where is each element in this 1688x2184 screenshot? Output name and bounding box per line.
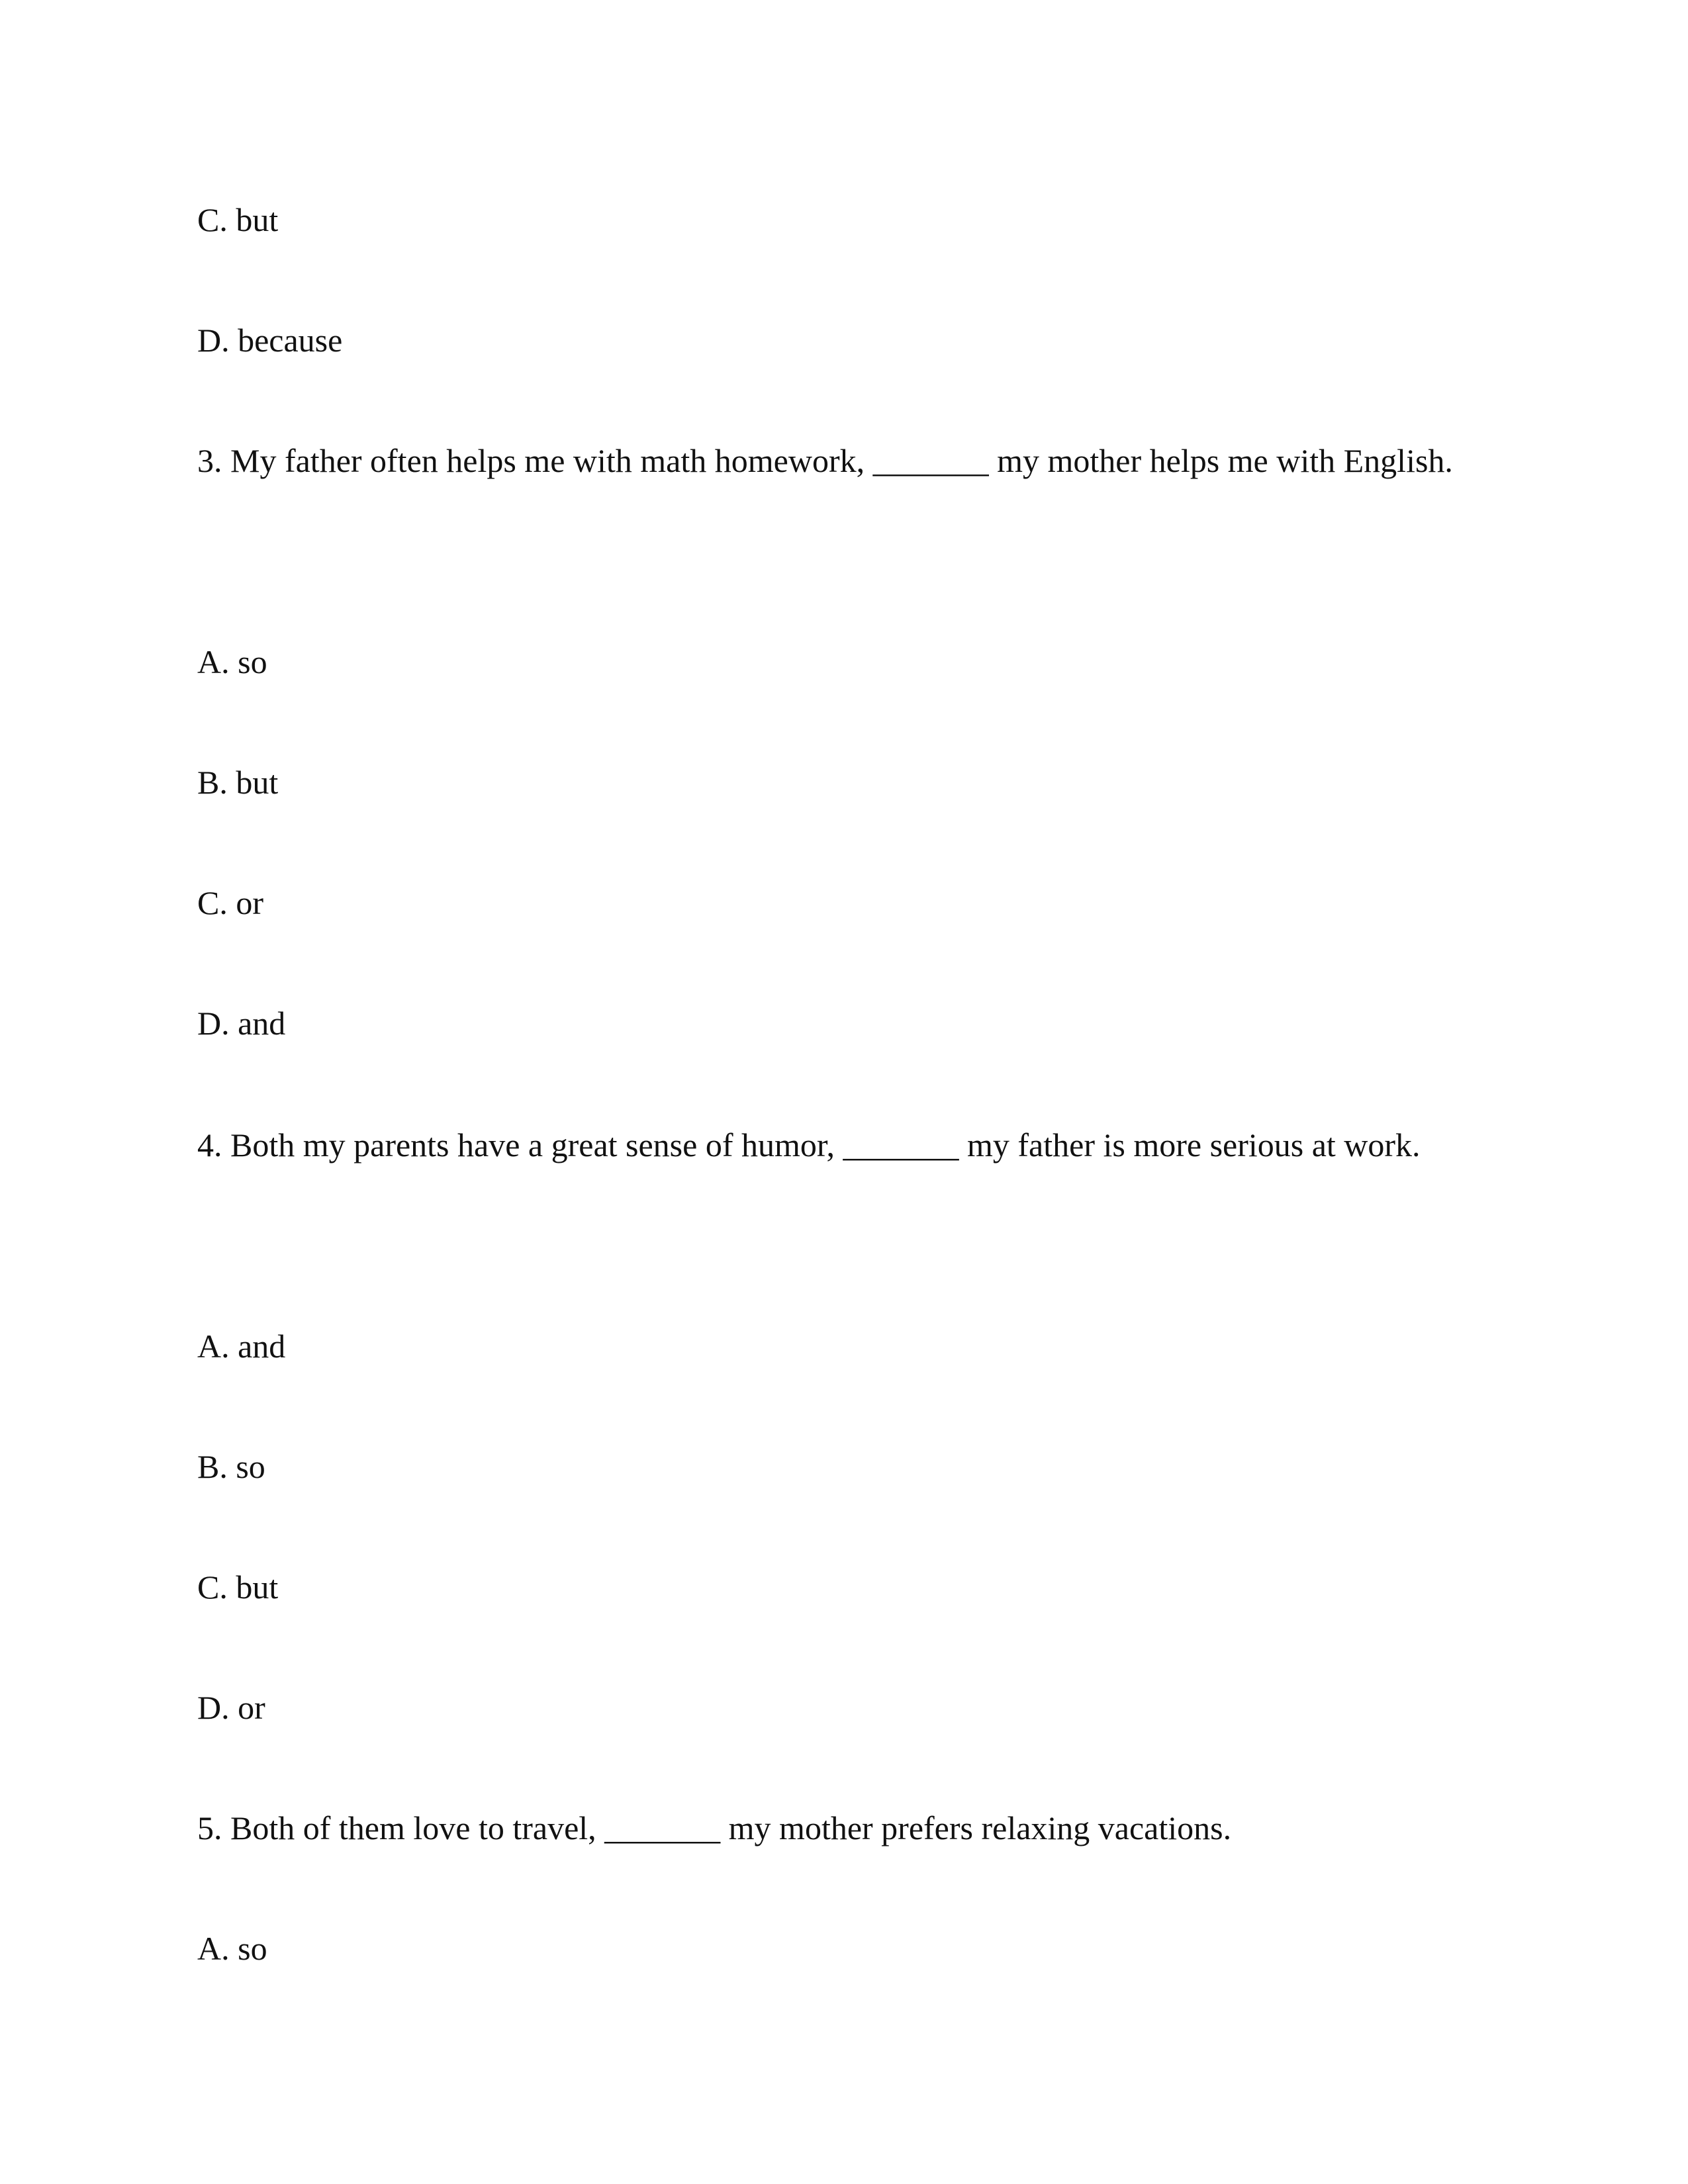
question-3: 3. My father often helps me with math homework, _______ my mother helps me with English. bbox=[197, 442, 1453, 479]
option-q4-d: D. or bbox=[197, 1689, 265, 1726]
option-q4-b: B. so bbox=[197, 1448, 265, 1485]
option-q4-c: C. but bbox=[197, 1569, 279, 1606]
option-q4-a: A. and bbox=[197, 1328, 286, 1365]
option-q3-a: A. so bbox=[197, 643, 267, 680]
option-q2-d: D. because bbox=[197, 322, 343, 359]
option-q3-b: B. but bbox=[197, 764, 279, 801]
option-q3-d: D. and bbox=[197, 1005, 286, 1042]
option-q3-c: C. or bbox=[197, 884, 263, 921]
question-5: 5. Both of them love to travel, _______ my mother prefers relaxing vacations. bbox=[197, 1809, 1232, 1846]
option-q5-a: A. so bbox=[197, 1930, 267, 1967]
question-4: 4. Both my parents have a great sense of humor, _______ my father is more serious at work. bbox=[197, 1126, 1421, 1163]
option-q2-c: C. but bbox=[197, 201, 279, 238]
